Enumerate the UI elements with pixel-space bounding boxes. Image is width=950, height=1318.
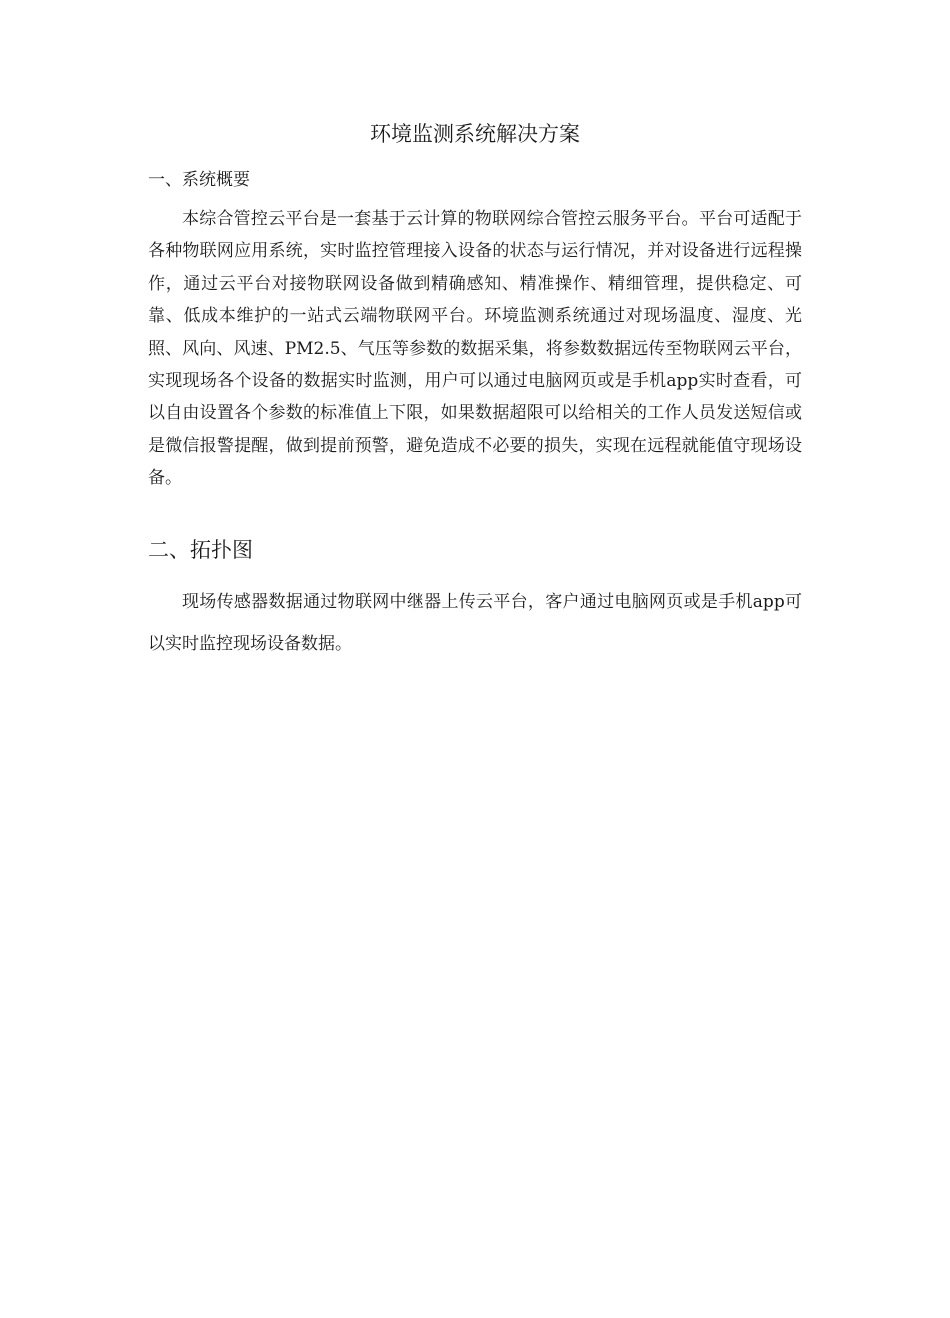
section-heading-overview: 一、系统概要 (148, 170, 250, 190)
section-body-overview: 本综合管控云平台是一套基于云计算的物联网综合管控云服务平台。平台可适配于各种物联网应用系统，实时监控管理接入设备的状态与运行情况，并对设备进行远程操作，通过云平台对接物联网设备做到精确感知、精准操作、精细管理，提供稳定、可靠、低成本维护的一站式云端物联网平台。环境监测系统通过对现场温度、湿度、光照、风向、风速、PM2.5、气压等参数的数据采集，将参数数据远传至物联网云平台，实现现场各个设备的数据实时监测，用户可以通过电脑网页或是手机app实时查看，可以自由设置各个参数的标准值上下限，如果数据超限可以给相关的工作人员发送短信或是微信报警提醒，做到提前预警，避免造成不必要的损失，实现在远程就能值守现场设备。 (148, 209, 802, 489)
section-body-topology: 现场传感器数据通过物联网中继器上传云平台，客户通过电脑网页或是手机app可以实时监控现场设备数据。 (148, 592, 802, 654)
section-heading-topology: 二、拓扑图 (148, 538, 253, 562)
document-title: 环境监测系统解决方案 (370, 122, 580, 146)
